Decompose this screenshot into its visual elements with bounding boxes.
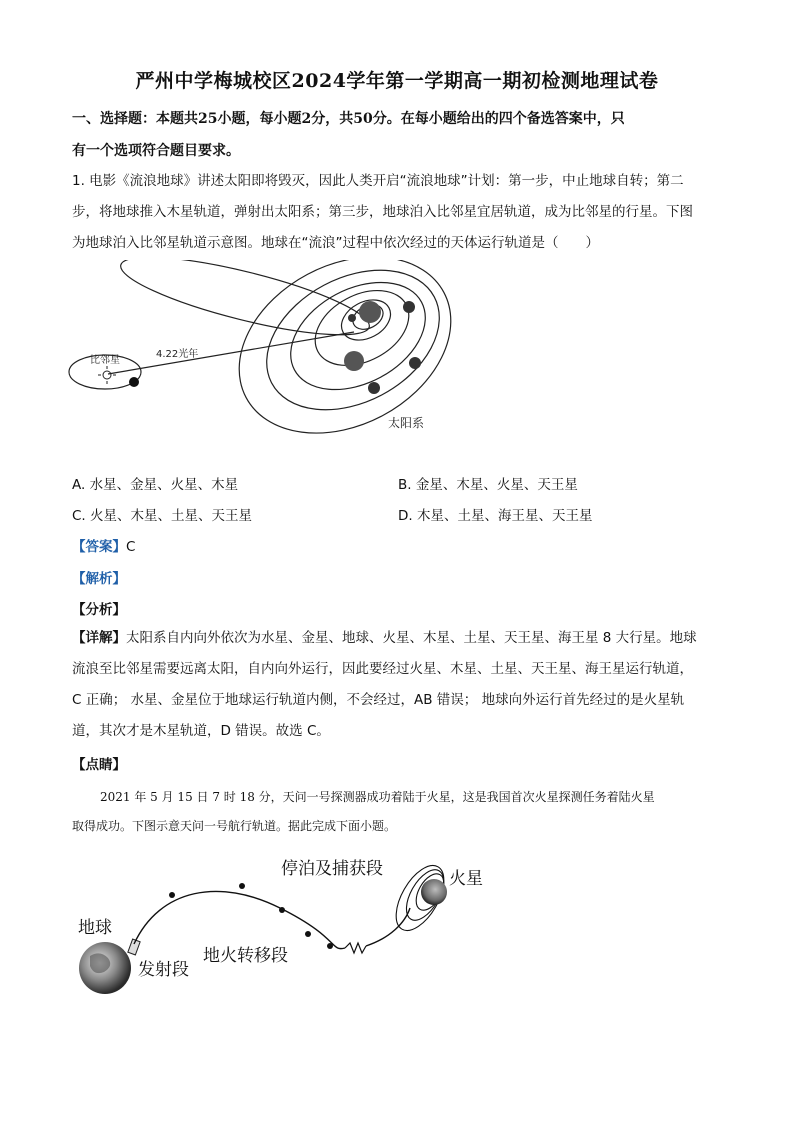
option-d: D. 木星、土星、海王星、天王星 <box>398 508 593 524</box>
dianjing-line <box>72 753 126 773</box>
detail-line1 <box>72 623 728 654</box>
neptune-orbit <box>209 260 460 460</box>
earth-icon <box>129 377 139 387</box>
q1-stem-line1: 1. 电影《流浪地球》讲述太阳即将毁灭，因此人类开启“流浪地球”计划：第一步，中止地球自转；第二 <box>72 173 684 189</box>
passage-line2: 取得成功。下图示意天问一号航行轨道。据此完成下面小题。 <box>72 819 397 833</box>
distance-label: 4.22光年 <box>156 349 199 360</box>
sun-icon <box>359 301 381 323</box>
planet-icon <box>348 314 356 322</box>
tianwen-trajectory-figure <box>70 848 510 998</box>
star-icon <box>98 366 116 384</box>
detail-text1: 太阳系自内向外依次为水星、金星、地球、火星、木星、土星、天王星、海王星 8 大行星。地球 <box>126 630 697 646</box>
trajectory-dot <box>279 907 285 913</box>
section-heading-line1: 一、选择题：本题共25小题，每小题2分，共50分。在每小题给出的四个备选答案中，只 <box>72 111 625 127</box>
answer-tag: 【答案】 <box>72 539 126 555</box>
q1-stem-line3: 为地球泊入比邻星轨道示意图。地球在“流浪”过程中依次经过的天体运行轨道是（ ） <box>72 235 599 251</box>
detail-line2: 流浪至比邻星需要远离太阳，自内向外运行，因此要经过火星、木星、土星、天王星、海王星运行轨道， <box>72 661 693 677</box>
earth-label: 地球 <box>78 918 112 938</box>
solar-system-figure <box>60 260 460 460</box>
answer-line <box>72 535 135 555</box>
option-a: A. 水星、金星、火星、木星 <box>72 477 239 493</box>
planet-icon <box>403 301 415 313</box>
saturn-orbit <box>272 261 443 412</box>
rocket-icon <box>128 939 140 955</box>
detail-line3: C 正确； 水星、金星位于地球运行轨道内侧，不会经过，AB 错误； 地球向外运行首先经过的是火星轨 <box>72 692 685 708</box>
spring-segment <box>345 943 366 953</box>
page-title: 严州中学梅城校区2024学年第一学期高一期初检测地理试卷 <box>135 70 659 92</box>
mars-icon <box>421 879 447 905</box>
transfer-label: 地火转移段 <box>203 946 288 966</box>
planet-icon <box>409 357 421 369</box>
q1-stem-line2: 步，将地球推入木星轨道，弹射出太阳系；第三步，地球泊入比邻星宜居轨道，成为比邻星的行星。下图 <box>72 204 693 220</box>
detail-line4: 道，其次才是木星轨道，D 错误。故选 C。 <box>72 723 330 739</box>
transfer-trajectory <box>134 891 345 948</box>
trajectory-dot <box>327 943 333 949</box>
option-b: B. 金星、木星、火星、天王星 <box>398 477 578 493</box>
planet-icon <box>344 351 364 371</box>
proxima-label: 比邻星 <box>90 355 120 366</box>
jiexi-line <box>72 567 126 587</box>
dianjing-tag: 【点睛】 <box>72 757 126 773</box>
launch-label: 发射段 <box>138 960 189 980</box>
detail-tag: 【详解】 <box>72 630 126 646</box>
fenxi-line <box>72 598 126 618</box>
trajectory-dot <box>169 892 175 898</box>
distance-line <box>108 332 354 374</box>
fenxi-tag: 【分析】 <box>72 602 126 618</box>
planet-icon <box>368 382 380 394</box>
trajectory-dot <box>239 883 245 889</box>
parking-label: 停泊及捕获段 <box>281 859 383 879</box>
passage-line1: 2021 年 5 月 15 日 7 时 18 分，天问一号探测器成功着陆于火星，这是我国首次火星探测任务着陆火星 <box>100 790 655 804</box>
section-heading-line2: 有一个选项符合题目要求。 <box>72 143 240 159</box>
option-c: C. 火星、木星、土星、天王星 <box>72 508 253 524</box>
answer-value: C <box>126 539 136 555</box>
trajectory-dot <box>305 931 311 937</box>
uranus-orbit <box>243 260 460 438</box>
solar-system-label: 太阳系 <box>388 416 425 430</box>
jiexi-tag: 【解析】 <box>72 571 126 587</box>
mars-label: 火星 <box>449 869 483 889</box>
